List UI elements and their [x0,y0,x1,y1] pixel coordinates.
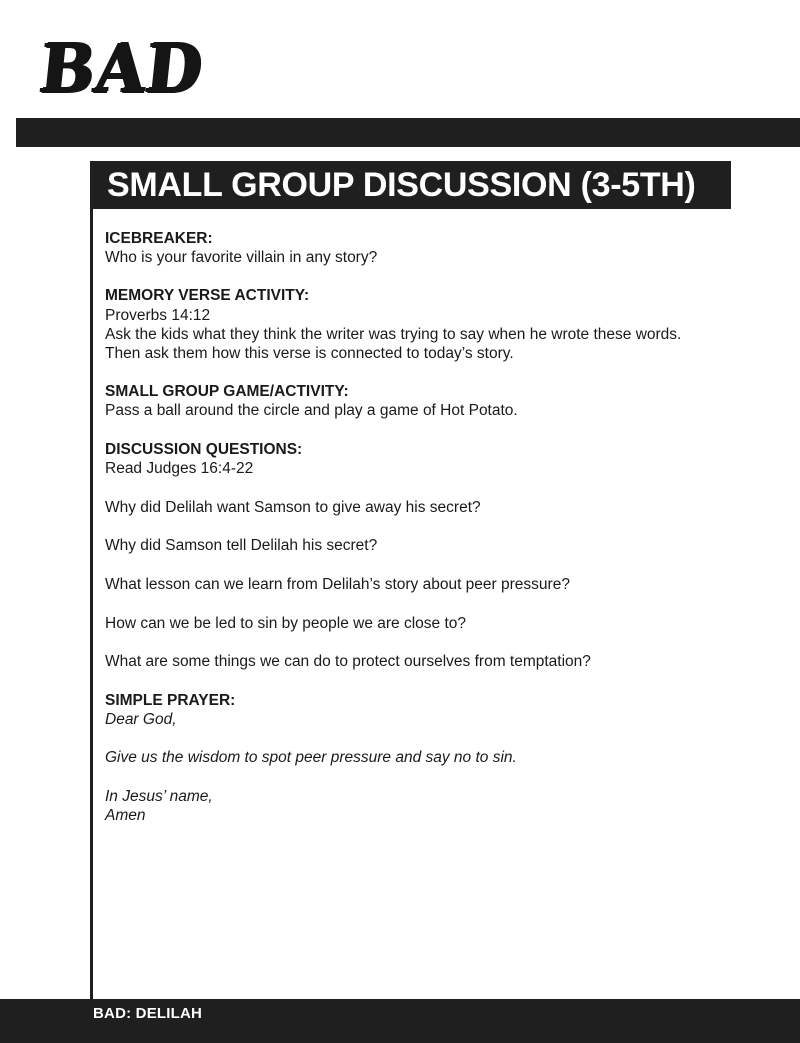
memory-verse-heading: MEMORY VERSE ACTIVITY: [105,287,310,305]
memory-verse-section [105,286,765,363]
discussion-question: Why did Delilah want Samson to give away his secret? [105,498,481,516]
icebreaker-section [105,229,765,267]
prayer-heading: SIMPLE PRAYER: [105,691,236,709]
memory-verse-reference: Proverbs 14:12 [105,306,211,324]
prayer-body: Give us the wisdom to spot peer pressure and say no to sin. [105,749,517,767]
memory-verse-instruction: Then ask them how this verse is connected to today’s story. [105,345,514,363]
footer-label [93,1005,202,1022]
prayer-section [105,691,765,826]
prayer-amen: Amen [105,807,146,825]
prayer-closing: In Jesus’ name, [105,788,213,806]
icebreaker-heading: ICEBREAKER: [105,230,213,247]
page-title: SMALL GROUP DISCUSSION (3-5TH) [90,161,731,209]
discussion-question: How can we be led to sin by people we are close to? [105,614,467,632]
discussion-heading: DISCUSSION QUESTIONS: [105,440,303,458]
bad-logo: BAD [35,30,207,109]
game-description: Pass a ball around the circle and play a game of Hot Potato. [105,402,518,420]
left-rule [90,161,93,1001]
prayer-salutation: Dear God, [105,710,177,728]
game-heading: SMALL GROUP GAME/ACTIVITY: [105,383,349,401]
game-section [105,382,765,420]
scripture-reading: Read Judges 16:4-22 [105,459,254,477]
discussion-section [105,440,765,672]
discussion-question: Why did Samson tell Delilah his secret? [105,537,378,555]
discussion-question: What lesson can we learn from Delilah’s story about peer pressure? [105,575,570,593]
footer-lesson: DELILAH [135,1005,203,1022]
footer-series: BAD: [93,1005,132,1022]
header-bar [16,118,800,147]
discussion-question: What are some things we can do to protect ourselves from temptation? [105,653,591,671]
icebreaker-question: Who is your favorite villain in any story? [105,249,378,267]
memory-verse-instruction: Ask the kids what they think the writer was trying to say when he wrote these words. [105,325,682,343]
discussion-content [105,229,765,845]
